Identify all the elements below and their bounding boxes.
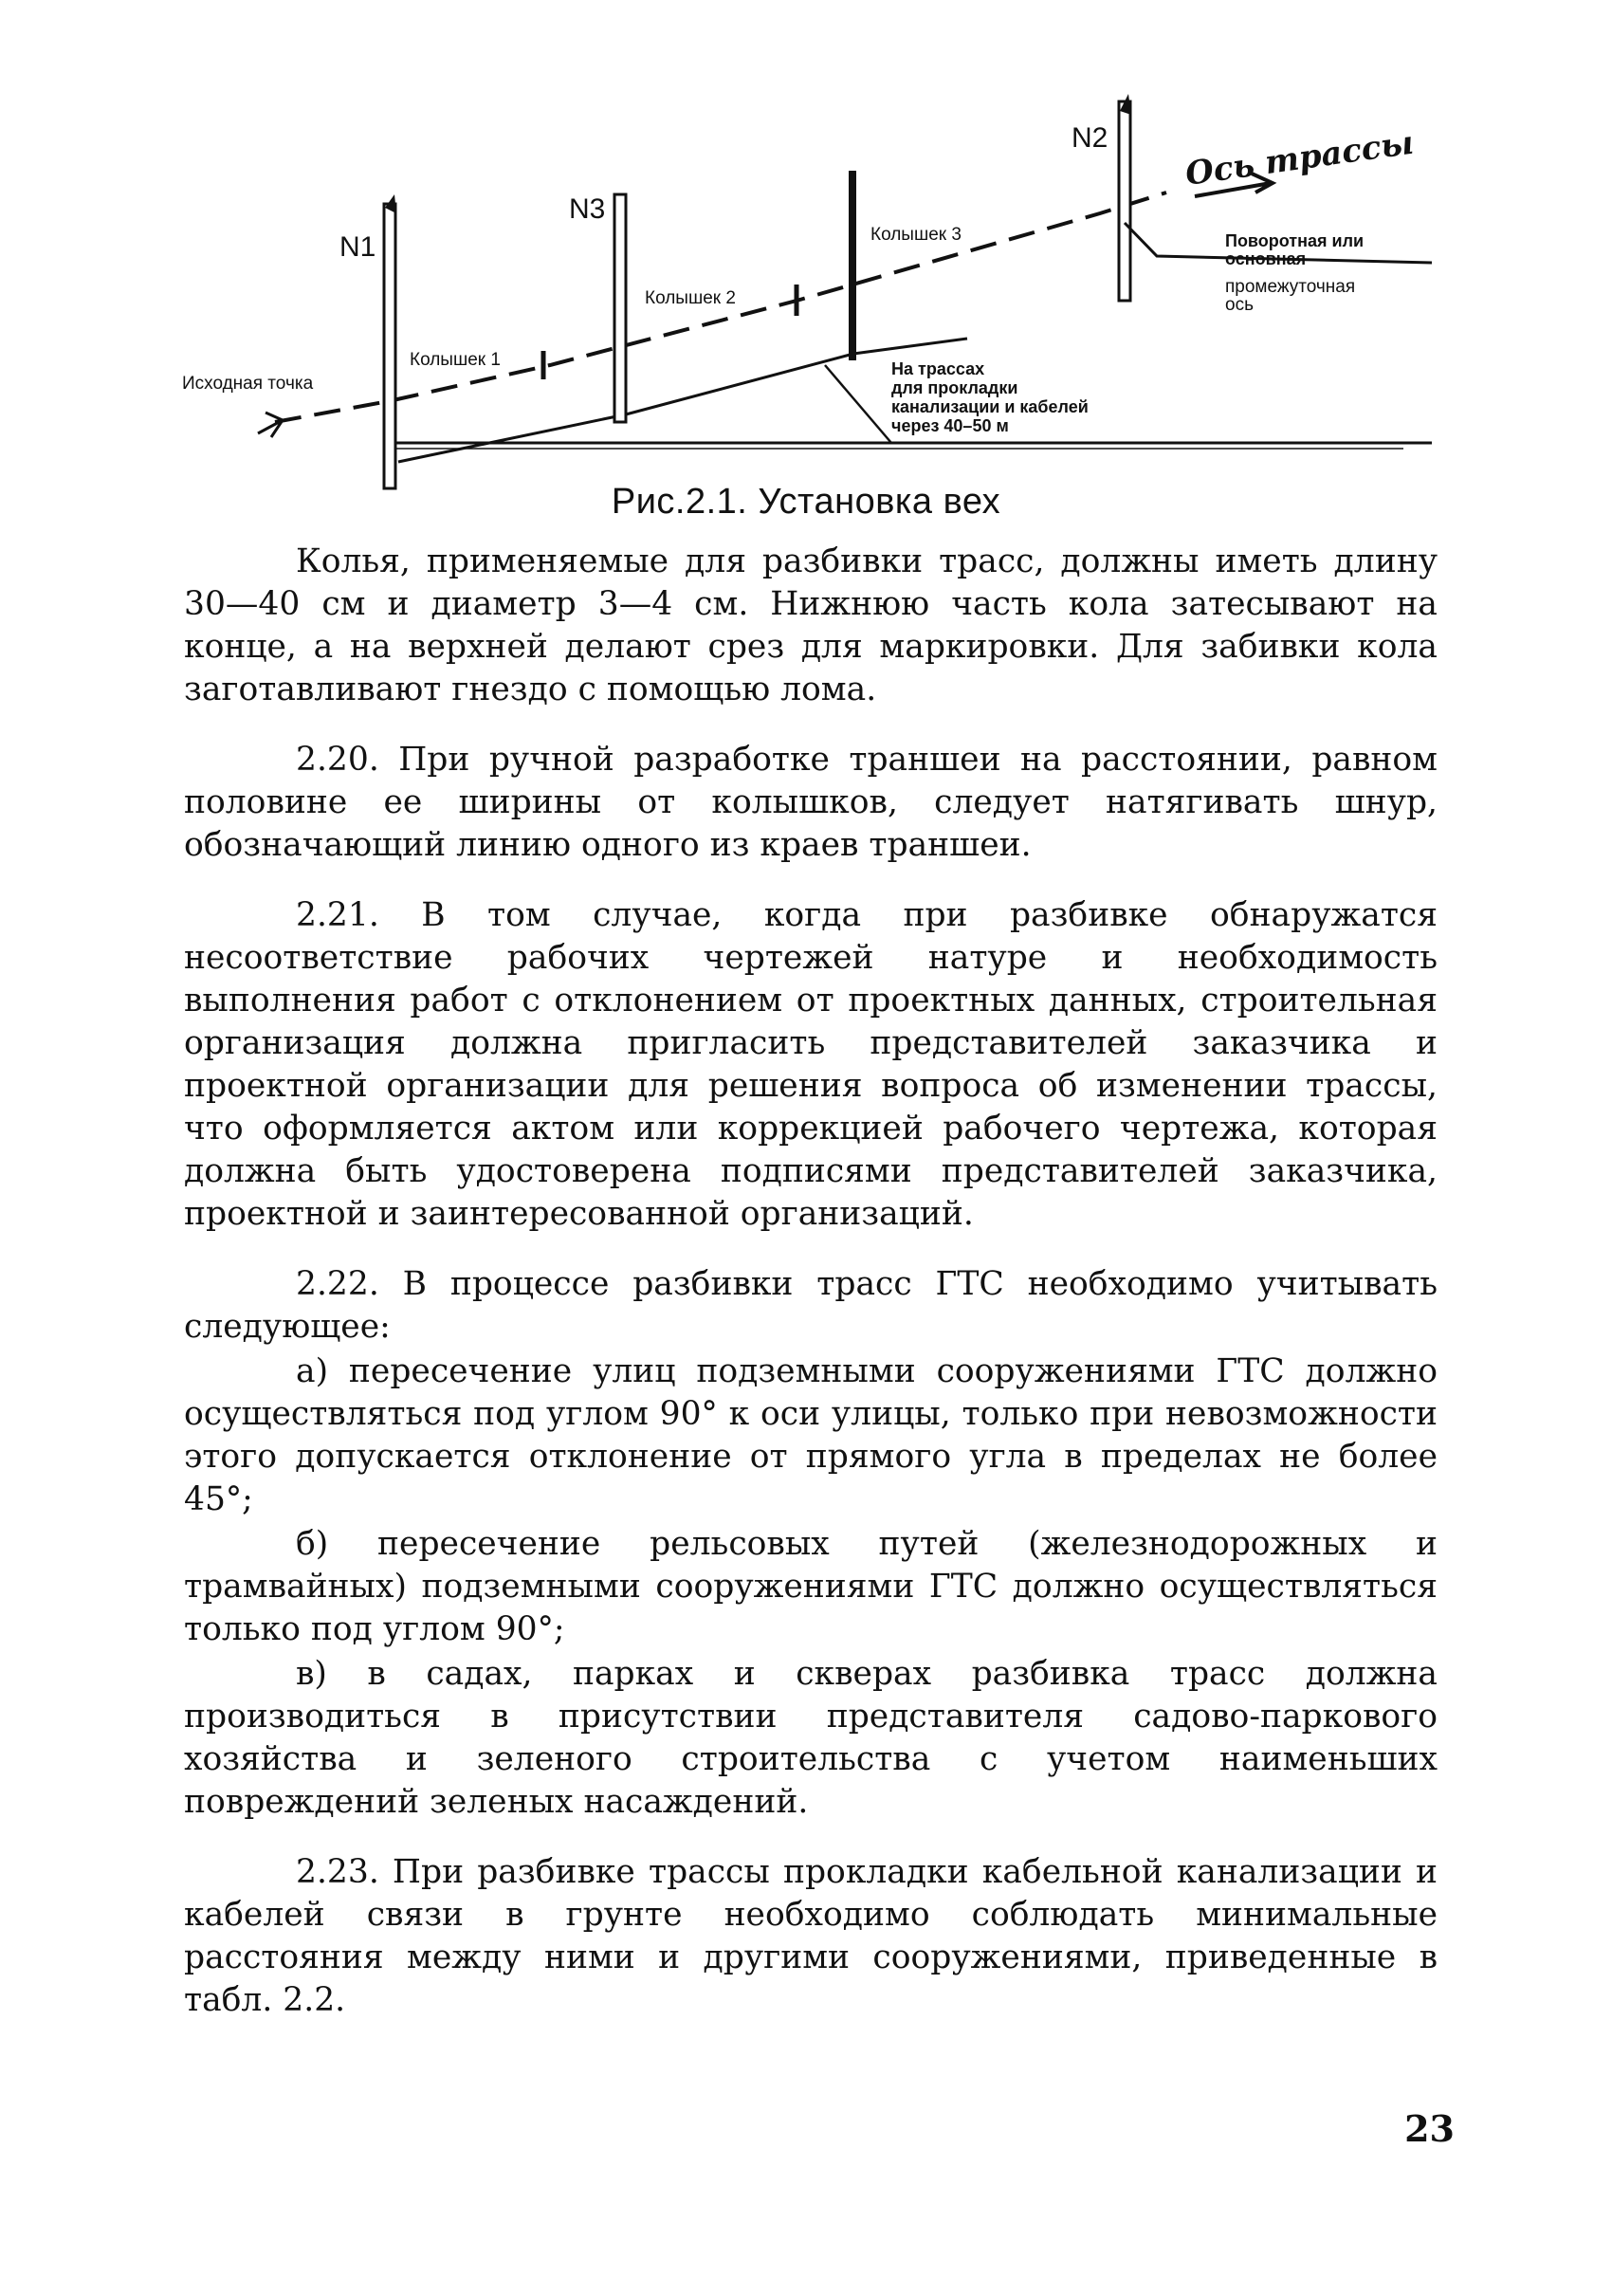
list-item-a: а) пересечение улиц подземными сооружениями ГТС должно осуществляться под углом 90° к оси улицы, только при невозможности этого допускается отклонение от прямого угла в пределах не более 45°; [184, 1352, 1438, 1518]
pointer-line [825, 365, 891, 443]
pole-n3 [614, 194, 626, 422]
staking-diagram [171, 90, 1441, 507]
paragraph-stakes: Колья, применяемые для разбивки трасс, должны иметь длину 30—40 см и диаметр 3—4 см. Нижнюю часть кола затесывают на конце, а на верхней делают срез для маркировки. Для забивки кола заготавливают гнездо с помощью лома. [184, 542, 1438, 708]
label-stake2: Колышек 2 [645, 288, 736, 308]
label-intermediate-axis-1: промежуточная [1225, 277, 1356, 297]
list-item-v: в) в садах, парках и скверах разбивка трасс должна производиться в присутствии представителя садово-паркового хозяйства и зеленого строительства с учетом наименьших повреждений зеленых насаждений. [184, 1655, 1438, 1821]
label-n3: N3 [569, 193, 606, 225]
label-stake3: Колышек 3 [870, 225, 962, 245]
body-text [184, 541, 1438, 2049]
label-note-4: через 40–50 м [891, 416, 1009, 435]
list-item-b: б) пересечение рельсовых путей (железнодорожных и трамвайных) подземными сооружениями ГТС должно осуществляться только под углом 90°; [184, 1525, 1438, 1648]
label-note-2: для прокладки [891, 378, 1018, 397]
paragraph-2-21: 2.21. В том случае, когда при разбивке обнаружатся несоответствие рабочих чертежей натуре и необходимость выполнения работ с отклонением от проектных данных, строительная организация должна пригласить представителей заказчика и проектной организации для решения вопроса об изменении трассы, что оформляется актом или коррекцией рабочего чертежа, которая должна быть удостоверена подписями представителей заказчика, проектной и заинтересованной организаций. [184, 896, 1438, 1233]
label-turning-axis-1: Поворотная или [1225, 231, 1365, 250]
figure-caption: Рис.2.1. Установка вех [611, 482, 1001, 522]
paragraph-2-20: 2.20. При ручной разработке траншеи на расстоянии, равном половине ее ширины от колышков, следует натягивать шнур, обозначающий линию одного из краев траншеи. [184, 741, 1438, 864]
label-stake1: Колышек 1 [410, 350, 501, 370]
start-arrow [258, 413, 283, 437]
pole-n2 [1119, 101, 1130, 301]
label-intermediate-axis-2: ось [1225, 295, 1254, 315]
pole-stake3 [849, 171, 856, 360]
paragraph-2-22: 2.22. В процессе разбивки трасс ГТС необходимо учитывать следующее: [184, 1265, 1438, 1346]
page-number: 23 [1404, 2107, 1455, 2150]
paragraph-2-23: 2.23. При разбивке трассы прокладки кабельной канализации и кабелей связи в грунте необходимо соблюдать минимальные расстояния между ними и другими сооружениями, приведенные в табл. 2.2. [184, 1853, 1438, 2019]
label-note-3: канализации и кабелей [891, 397, 1089, 416]
label-turning-axis-2: основная [1225, 249, 1307, 268]
label-n2: N2 [1072, 122, 1108, 154]
label-note-1: На трассах [891, 359, 985, 378]
pole-n1 [384, 204, 395, 488]
label-route-axis: Ось трассы [1182, 123, 1417, 193]
label-start-point: Исходная точка [182, 374, 314, 394]
label-n1: N1 [339, 231, 376, 263]
figure-route-staking [171, 90, 1441, 507]
